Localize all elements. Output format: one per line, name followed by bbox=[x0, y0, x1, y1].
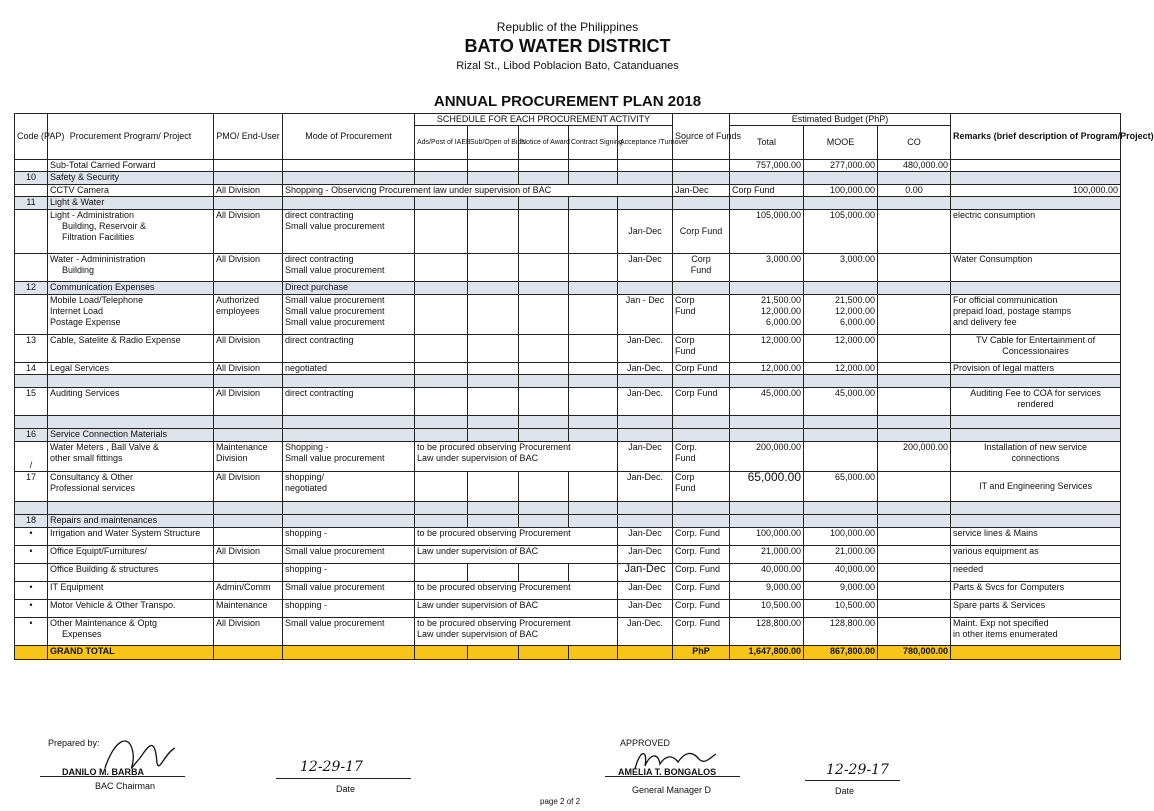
blank-row bbox=[15, 502, 1121, 515]
source-value: Corp. Fund bbox=[673, 564, 730, 582]
acceptance-value: Jan-Dec. bbox=[618, 472, 673, 502]
source-value: Corp Fund bbox=[673, 363, 730, 375]
mooe-value: 12,000.00 bbox=[804, 335, 878, 363]
remarks-value: Maint. Exp not specified in other items enumerated bbox=[951, 618, 1121, 646]
pmo-value: Admin/Comm bbox=[214, 582, 283, 600]
mooe-value: 65,000.00 bbox=[804, 472, 878, 502]
acceptance-value: Jan-Dec bbox=[618, 546, 673, 564]
procurement-table bbox=[14, 113, 1154, 660]
row-code: / bbox=[15, 442, 48, 472]
grand-total-row bbox=[15, 646, 1121, 660]
section-code: 17 bbox=[15, 472, 48, 502]
col-notice: Notice of Award bbox=[519, 126, 569, 160]
acceptance-value: Jan-Dec bbox=[618, 254, 673, 282]
remarks-value: service lines & Mains bbox=[951, 528, 1121, 546]
co-value: 200,000.00 bbox=[878, 442, 951, 472]
col-mode: Mode of Procurement bbox=[283, 114, 415, 160]
date-line-2 bbox=[805, 780, 900, 781]
col-co: CO bbox=[878, 126, 951, 160]
schedule-note: Law under supervision of BAC bbox=[415, 546, 618, 564]
approver-title: General Manager D bbox=[632, 785, 712, 795]
mode-value: Small value procurement Small value procurement Small value procurement bbox=[283, 295, 415, 335]
section-code: 14 bbox=[15, 363, 48, 375]
mooe-value: 45,000.00 bbox=[804, 388, 878, 416]
row-label: Legal Services bbox=[48, 363, 214, 375]
row-label: Other Maintenance & Optg Expenses bbox=[48, 618, 214, 646]
mooe-value: 12,000.00 bbox=[804, 363, 878, 375]
table-row bbox=[15, 618, 1121, 646]
source-value: Corp Fund bbox=[730, 185, 804, 197]
section-code: 13 bbox=[15, 335, 48, 363]
table-row bbox=[15, 600, 1121, 618]
mooe-value: 100,000.00 bbox=[804, 528, 878, 546]
mooe-value: 128,800.00 bbox=[804, 618, 878, 646]
table-row bbox=[15, 335, 1121, 363]
mooe-value: 0.00 bbox=[878, 185, 951, 197]
col-contract: Contract Signing bbox=[569, 126, 618, 160]
remarks-value: Installation of new service connections bbox=[951, 442, 1121, 472]
total-value: 21,000.00 bbox=[730, 546, 804, 564]
total-value: 757,000.00 bbox=[730, 160, 804, 172]
mooe-value: 40,000.00 bbox=[804, 564, 878, 582]
source-value: Corp. Fund bbox=[673, 582, 730, 600]
remarks-value: Provision of legal matters bbox=[951, 363, 1121, 375]
source-value: Corp. Fund bbox=[673, 442, 730, 472]
row-label: CCTV Camera bbox=[48, 185, 214, 197]
mooe-value: 3,000.00 bbox=[804, 254, 878, 282]
source-value: Corp. Fund bbox=[673, 546, 730, 564]
section-code: 15 bbox=[15, 388, 48, 416]
mode-value: direct contracting Small value procurement bbox=[283, 254, 415, 282]
pmo-value: All Division bbox=[214, 363, 283, 375]
section-code: 10 bbox=[15, 172, 48, 185]
total-value: 100,000.00 bbox=[804, 185, 878, 197]
total-value: 65,000.00 bbox=[730, 472, 804, 502]
acceptance-value: Jan - Dec bbox=[618, 295, 673, 335]
total-value: 10,500.00 bbox=[730, 600, 804, 618]
total-value: 40,000.00 bbox=[730, 564, 804, 582]
acceptance-value: Jan-Dec bbox=[618, 528, 673, 546]
row-label: Consultancy & Other Professional services bbox=[48, 472, 214, 502]
row-code: • bbox=[15, 582, 48, 600]
schedule-note: to be procured observing Procurement bbox=[415, 528, 618, 546]
remarks-value: For official communication prepaid load, postage stamps and delivery fee bbox=[951, 295, 1121, 335]
pmo-value: All Division bbox=[214, 618, 283, 646]
remarks-value: IT and Engineering Services bbox=[951, 472, 1121, 502]
pmo-value: Maintenance Division bbox=[214, 442, 283, 472]
total-value: 3,000.00 bbox=[730, 254, 804, 282]
page-number: page 2 of 2 bbox=[540, 797, 581, 806]
mode-value: shopping/ negotiated bbox=[283, 472, 415, 502]
total-value: 21,500.00 12,000.00 6,000.00 bbox=[730, 295, 804, 335]
row-label: Motor Vehicle & Other Transpo. bbox=[48, 600, 214, 618]
remarks-value: various equipment as bbox=[951, 546, 1121, 564]
grand-co-value: 780,000.00 bbox=[878, 646, 951, 660]
table-row bbox=[15, 185, 1121, 197]
section-label: Service Connection Materials bbox=[48, 429, 214, 442]
preparer-name: DANILO M. BARBA bbox=[62, 767, 144, 777]
mooe-value: 10,500.00 bbox=[804, 600, 878, 618]
approver-name: AMELIA T. BONGALOS bbox=[618, 767, 717, 777]
remarks-value: electric consumption bbox=[951, 210, 1121, 254]
blank-row bbox=[15, 375, 1121, 388]
pmo-value: All Division bbox=[214, 388, 283, 416]
mooe-value: 21,500.00 12,000.00 6,000.00 bbox=[804, 295, 878, 335]
total-value: 12,000.00 bbox=[730, 363, 804, 375]
mode-value: Direct purchase bbox=[283, 282, 415, 295]
mode-value: Small value procurement bbox=[283, 546, 415, 564]
source-value: Corp Fund bbox=[673, 254, 730, 282]
row-label: Light - Administration Building, Reservoir & Filtration Facilities bbox=[48, 210, 214, 254]
row-label: Auditing Services bbox=[48, 388, 214, 416]
table-row bbox=[15, 546, 1121, 564]
table-row bbox=[15, 442, 1121, 472]
pmo-value: All Division bbox=[214, 546, 283, 564]
schedule-note: Law under supervision of BAC bbox=[415, 600, 618, 618]
col-acceptance: Acceptance /Turnover bbox=[618, 126, 673, 160]
mode-value: direct contracting Small value procurement bbox=[283, 210, 415, 254]
prepared-date: 12-29-17 bbox=[300, 759, 363, 775]
col-source: Source of Funds bbox=[673, 114, 730, 160]
remarks-value: TV Cable for Entertainment of Concessionaires bbox=[951, 335, 1121, 363]
mode-value: Small value procurement bbox=[283, 618, 415, 646]
acceptance-value: Jan-Dec bbox=[618, 564, 673, 582]
remarks-value: Auditing Fee to COA for services rendered bbox=[951, 388, 1121, 416]
district-name: BATO WATER DISTRICT bbox=[464, 36, 671, 56]
source-value: PhP bbox=[673, 646, 730, 660]
section-label: Safety & Security bbox=[48, 172, 214, 185]
mooe-value: 21,000.00 bbox=[804, 546, 878, 564]
row-label: Water - Admininistration Building bbox=[48, 254, 214, 282]
preparer-title: BAC Chairman bbox=[95, 781, 156, 791]
mode-value: shopping - bbox=[283, 564, 415, 582]
total-value: 200,000.00 bbox=[730, 442, 804, 472]
schedule-note: to be procured observing Procurement bbox=[415, 582, 618, 600]
mooe-value: 9,000.00 bbox=[804, 582, 878, 600]
section-code: 11 bbox=[15, 197, 48, 210]
mode-value: shopping - bbox=[283, 528, 415, 546]
acceptance-value: Jan-Dec bbox=[618, 582, 673, 600]
col-total: Total bbox=[730, 126, 804, 160]
table-row bbox=[15, 528, 1121, 546]
source-value: Corp. Fund bbox=[673, 528, 730, 546]
date-label-2: Date bbox=[835, 786, 855, 796]
source-value: Corp. Fund bbox=[673, 618, 730, 646]
table-row bbox=[15, 210, 1121, 254]
source-value: Corp Fund bbox=[673, 388, 730, 416]
section-code: 12 bbox=[15, 282, 48, 295]
col-remarks: Remarks (brief description of Program/Project) bbox=[951, 114, 1121, 160]
co-value: 100,000.00 bbox=[951, 185, 1121, 197]
grand-total-label: GRAND TOTAL bbox=[48, 646, 214, 660]
row-label: Sub-Total Carried Forward bbox=[48, 160, 214, 172]
section-row bbox=[15, 282, 1121, 295]
schedule-note: to be procured observing Procurement Law under supervision of BAC bbox=[415, 618, 618, 646]
mode-value: Shopping - Observicng Procurement law under supervision of BAC bbox=[283, 185, 673, 197]
remarks-value: Water Consumption bbox=[951, 254, 1121, 282]
source-value: Corp Fund bbox=[673, 295, 730, 335]
section-row bbox=[15, 172, 1121, 185]
section-row bbox=[15, 429, 1121, 442]
col-mooe: MOOE bbox=[804, 126, 878, 160]
grand-total-value: 1,647,800.00 bbox=[730, 646, 804, 660]
mode-value: negotiated bbox=[283, 363, 415, 375]
pmo-value: All Division bbox=[214, 210, 283, 254]
pmo-value: Authorized employees bbox=[214, 295, 283, 335]
acceptance-value: Jan-Dec bbox=[618, 442, 673, 472]
row-label: Cable, Satelite & Radio Expense bbox=[48, 335, 214, 363]
total-value: 45,000.00 bbox=[730, 388, 804, 416]
row-code: • bbox=[15, 618, 48, 646]
republic-line: Republic of the Philippines bbox=[496, 20, 639, 34]
col-schedule: SCHEDULE FOR EACH PROCUREMENT ACTIVITY bbox=[415, 114, 673, 126]
row-code: • bbox=[15, 546, 48, 564]
mode-value: Small value procurement bbox=[283, 582, 415, 600]
co-value: 480,000.00 bbox=[878, 160, 951, 172]
table-row bbox=[15, 582, 1121, 600]
total-value: 105,000.00 bbox=[730, 210, 804, 254]
section-label: Communication Expenses bbox=[48, 282, 214, 295]
section-row bbox=[15, 515, 1121, 528]
table-row bbox=[15, 564, 1121, 582]
schedule-note: to be procured observing Procurement Law under supervision of BAC bbox=[415, 442, 618, 472]
pmo-value: All Division bbox=[214, 335, 283, 363]
table-row bbox=[15, 160, 1121, 172]
source-value: Corp Fund bbox=[673, 210, 730, 254]
row-label: Irrigation and Water System Structure bbox=[48, 528, 214, 546]
approved-label: APPROVED bbox=[620, 738, 671, 748]
table-row bbox=[15, 363, 1121, 375]
row-label: Office Equipt/Furnitures/ bbox=[48, 546, 214, 564]
remarks-value: Parts & Svcs for Computers bbox=[951, 582, 1121, 600]
remarks-value: Spare parts & Services bbox=[951, 600, 1121, 618]
table-row bbox=[15, 472, 1121, 502]
table-row bbox=[15, 295, 1121, 335]
section-code: 18 bbox=[15, 515, 48, 528]
row-label: Water Meters , Ball Valve & other small fittings bbox=[48, 442, 214, 472]
pmo-value: All Division bbox=[214, 472, 283, 502]
blank-row bbox=[15, 416, 1121, 429]
remarks-value: needed bbox=[951, 564, 1121, 582]
acceptance-value: Jan-Dec bbox=[673, 185, 730, 197]
total-value: 128,800.00 bbox=[730, 618, 804, 646]
source-value: Corp Fund bbox=[673, 472, 730, 502]
section-code: 16 bbox=[15, 429, 48, 442]
mode-value: Shopping - Small value procurement bbox=[283, 442, 415, 472]
acceptance-value: Jan-Dec. bbox=[618, 335, 673, 363]
row-label: IT Equipment bbox=[48, 582, 214, 600]
total-value: 9,000.00 bbox=[730, 582, 804, 600]
pmo-value: Maintenance bbox=[214, 600, 283, 618]
row-code: • bbox=[15, 528, 48, 546]
date-line-1 bbox=[276, 778, 411, 779]
document-title: ANNUAL PROCUREMENT PLAN 2018 bbox=[433, 93, 702, 110]
acceptance-value: Jan-Dec. bbox=[618, 363, 673, 375]
row-label: Office Building & structures bbox=[48, 564, 214, 582]
section-label: Light & Water bbox=[48, 197, 214, 210]
source-value: Corp Fund bbox=[673, 335, 730, 363]
district-address: Rizal St., Libod Poblacion Bato, Catanduanes bbox=[456, 60, 679, 72]
col-budget: Estimated Budget (PhP) bbox=[730, 114, 951, 126]
pmo-value: All Division bbox=[214, 254, 283, 282]
acceptance-value: Jan-Dec. bbox=[618, 618, 673, 646]
source-value: Corp. Fund bbox=[673, 600, 730, 618]
total-value: 12,000.00 bbox=[730, 335, 804, 363]
col-code: Code (PAP) bbox=[15, 114, 48, 160]
col-sub: Sub/Open of Bids bbox=[468, 126, 519, 160]
grand-mooe-value: 867,800.00 bbox=[804, 646, 878, 660]
col-pmo: PMO/ End-User bbox=[214, 114, 283, 160]
approved-date: 12-29-17 bbox=[826, 762, 889, 778]
section-label: Repairs and maintenances bbox=[48, 515, 214, 528]
prepared-by-label: Prepared by: bbox=[48, 738, 100, 748]
row-code: • bbox=[15, 600, 48, 618]
acceptance-value: Jan-Dec. bbox=[618, 388, 673, 416]
acceptance-value: Jan-Dec bbox=[618, 600, 673, 618]
header-row-1 bbox=[15, 114, 1121, 126]
col-program: Procurement Program/ Project bbox=[48, 114, 214, 160]
section-row bbox=[15, 197, 1121, 210]
mode-value: direct contracting bbox=[283, 388, 415, 416]
mooe-value: 277,000.00 bbox=[804, 160, 878, 172]
acceptance-value: Jan-Dec bbox=[618, 210, 673, 254]
row-label: Mobile Load/Telephone Internet Load Postage Expense bbox=[48, 295, 214, 335]
table-row bbox=[15, 388, 1121, 416]
pmo-value: All Division bbox=[214, 185, 283, 197]
mode-value: shopping - bbox=[283, 600, 415, 618]
mode-value: direct contracting bbox=[283, 335, 415, 363]
date-label-1: Date bbox=[336, 784, 356, 794]
table-row bbox=[15, 254, 1121, 282]
col-ads: Ads/Post of IAEB bbox=[415, 126, 468, 160]
mooe-value: 105,000.00 bbox=[804, 210, 878, 254]
total-value: 100,000.00 bbox=[730, 528, 804, 546]
